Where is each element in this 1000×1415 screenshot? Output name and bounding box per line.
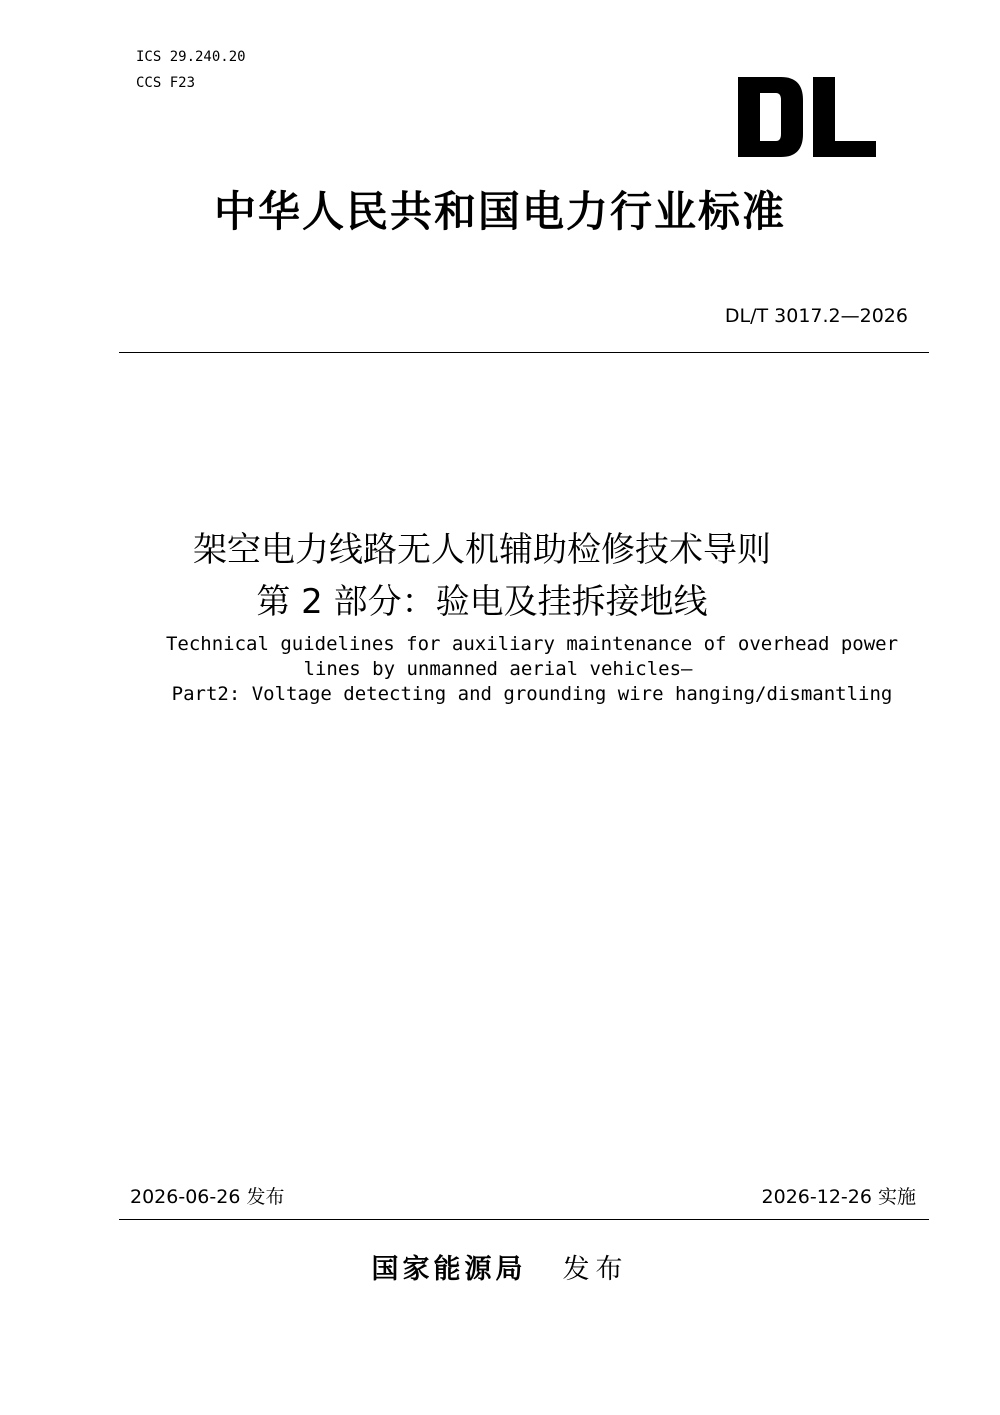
ccs-code: CCS F23 bbox=[136, 75, 196, 91]
implementation-date: 2026-12-26 实施 bbox=[761, 1186, 916, 1208]
chinese-title-line-1: 架空电力线路无人机辅助检修技术导则 bbox=[193, 530, 771, 570]
issuer-name: 国家能源局 bbox=[371, 1254, 527, 1285]
chinese-title-line-2: 第 2 部分：验电及挂拆接地线 bbox=[256, 582, 708, 622]
ics-code: ICS 29.240.20 bbox=[136, 49, 246, 65]
english-title-line-3: Part2: Voltage detecting and grounding wire hanging/dismantling bbox=[171, 683, 893, 705]
english-title-line-1: Technical guidelines for auxiliary maintenance of overhead power bbox=[165, 633, 899, 655]
top-divider bbox=[119, 352, 929, 353]
english-title-line-2: lines by unmanned aerial vehicles— bbox=[303, 658, 693, 680]
standard-number: DL/T 3017.2—2026 bbox=[724, 305, 908, 327]
issuer-line bbox=[0, 1252, 1000, 1288]
dl-logo bbox=[733, 72, 883, 167]
industry-standard-title: 中华人民共和国电力行业标准 bbox=[213, 187, 786, 236]
issuer-action: 发布 bbox=[562, 1254, 629, 1285]
bottom-divider bbox=[119, 1219, 929, 1220]
issue-date: 2026-06-26 发布 bbox=[130, 1186, 285, 1208]
